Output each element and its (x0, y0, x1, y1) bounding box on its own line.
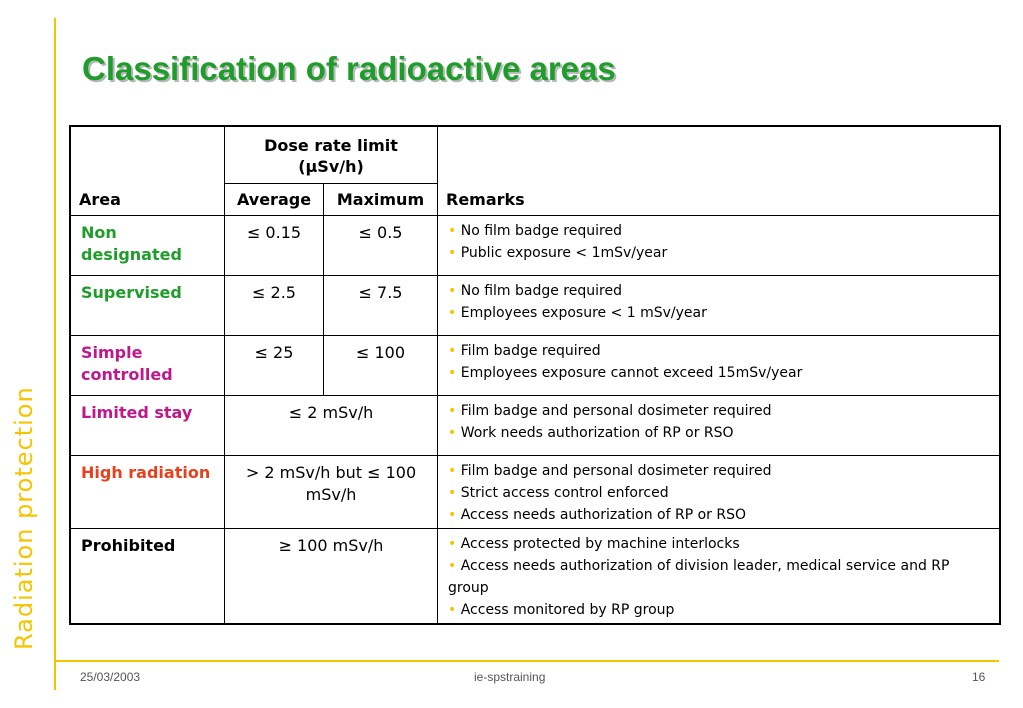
remarks-cell (438, 276, 1001, 336)
table-row (70, 336, 1000, 396)
accent-footer-rule (54, 660, 999, 662)
remark-item: • Strict access control enforced (448, 482, 989, 504)
header-remarks: Remarks (438, 126, 1001, 216)
dose-value: ≤ 2 mSv/h (225, 396, 438, 456)
remark-item: • Access needs authorization of RP or RSO (448, 504, 989, 526)
remark-item: • No film badge required (448, 220, 989, 242)
table-row (70, 216, 1000, 276)
remarks-cell (438, 396, 1001, 456)
area-non-designated (70, 216, 225, 276)
dose-line1: > 2 mSv/h but ≤ 100 (245, 463, 417, 482)
remark-item: • Public exposure < 1mSv/year (448, 242, 989, 264)
remarks-cell (438, 336, 1001, 396)
remark-item: • Access protected by machine interlocks (448, 533, 989, 555)
maximum-value: ≤ 0.5 (324, 216, 438, 276)
table-row (70, 396, 1000, 456)
header-dose-line1: Dose rate limit (264, 136, 398, 155)
footer-date: 25/03/2003 (80, 670, 141, 684)
dose-line2: mSv/h (305, 485, 357, 504)
remark-item: • Film badge required (448, 340, 989, 362)
dose-value: ≥ 100 mSv/h (225, 529, 438, 625)
remark-item: • Film badge and personal dosimeter required (448, 460, 989, 482)
area-prohibited: Prohibited (70, 529, 225, 625)
footer-page-number: 16 (972, 670, 986, 684)
remark-item: • Film badge and personal dosimeter required (448, 400, 989, 422)
average-value: ≤ 2.5 (225, 276, 324, 336)
area-label-line2: designated (81, 245, 182, 264)
area-label-line2: controlled (81, 365, 173, 384)
area-label-line1: Non (81, 223, 117, 242)
header-maximum: Maximum (324, 184, 438, 216)
footer-course-name: ie-spstraining (474, 670, 546, 684)
maximum-value: ≤ 100 (324, 336, 438, 396)
header-average: Average (225, 184, 324, 216)
remarks-cell (438, 456, 1001, 529)
slide-title: Classification of radioactive areas (82, 50, 616, 87)
remarks-cell (438, 216, 1001, 276)
table-row (70, 456, 1000, 529)
remark-item: • No film badge required (448, 280, 989, 302)
remark-item: • Work needs authorization of RP or RSO (448, 422, 989, 444)
table-row (70, 529, 1000, 625)
header-area: Area (70, 126, 225, 216)
accent-vertical-rule (54, 18, 56, 690)
area-limited-stay: Limited stay (70, 396, 225, 456)
table-header-row-1 (70, 126, 1000, 184)
area-label-line1: Simple (81, 343, 143, 362)
sidebar-label: Radiation protection (10, 386, 38, 650)
remark-item: • Access needs authorization of division leader, medical service and RP group (448, 555, 989, 599)
area-supervised: Supervised (70, 276, 225, 336)
classification-table (69, 125, 1001, 625)
average-value: ≤ 25 (225, 336, 324, 396)
average-value: ≤ 0.15 (225, 216, 324, 276)
remark-item: • Access monitored by RP group (448, 599, 989, 621)
remarks-cell (438, 529, 1001, 625)
table-row (70, 276, 1000, 336)
area-simple-controlled (70, 336, 225, 396)
area-high-radiation: High radiation (70, 456, 225, 529)
remark-item: • Employees exposure < 1 mSv/year (448, 302, 989, 324)
maximum-value: ≤ 7.5 (324, 276, 438, 336)
remark-item: • Employees exposure cannot exceed 15mSv/year (448, 362, 989, 384)
header-dose-rate-limit (225, 126, 438, 184)
dose-value (225, 456, 438, 529)
header-dose-line2: (µSv/h) (298, 157, 364, 176)
